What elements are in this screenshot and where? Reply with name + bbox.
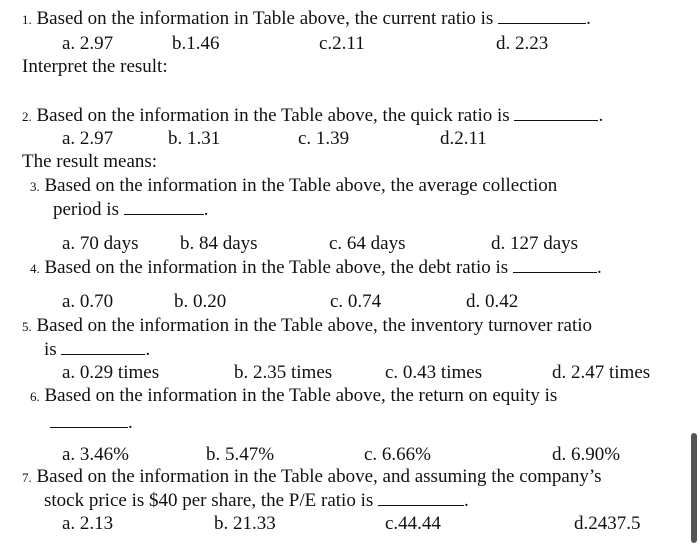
question-2-stem bbox=[22, 106, 603, 125]
option-b: b. 0.20 bbox=[174, 291, 227, 312]
punctuation: . bbox=[598, 105, 604, 126]
question-text: Based on the information in the Table above, the quick ratio is bbox=[36, 105, 510, 126]
question-1-followup: Interpret the result: bbox=[22, 56, 168, 77]
question-number: 3. bbox=[30, 179, 40, 194]
question-text: Based on the information in the Table above, the return on equity is bbox=[44, 385, 558, 406]
answer-blank bbox=[50, 413, 128, 428]
option-d: d. 2.23 bbox=[496, 33, 549, 54]
option-d: d. 2.47 times bbox=[552, 362, 651, 383]
option-c: c. 1.39 bbox=[298, 128, 350, 149]
punctuation: . bbox=[203, 199, 209, 220]
question-text: Based on the information in the Table above, and assuming the company’s bbox=[36, 466, 602, 487]
question-number: 5. bbox=[22, 319, 32, 334]
question-7-stem bbox=[22, 467, 602, 486]
option-c: c. 6.66% bbox=[364, 444, 432, 465]
option-a: a. 2.97 bbox=[62, 33, 114, 54]
option-a: a. 2.97 bbox=[62, 128, 114, 149]
question-text: period is bbox=[53, 199, 119, 220]
option-b: b. 21.33 bbox=[214, 513, 276, 534]
question-text: is bbox=[44, 339, 57, 360]
question-text: Based on the information in the Table above, the average collection bbox=[44, 175, 558, 196]
punctuation: . bbox=[586, 8, 591, 29]
question-text: Based on the information in Table above, the current ratio is bbox=[36, 8, 494, 29]
option-b: b. 5.47% bbox=[206, 444, 275, 465]
question-7-stem-cont bbox=[44, 491, 469, 510]
answer-blank bbox=[61, 340, 145, 355]
vertical-scrollbar[interactable] bbox=[691, 433, 697, 543]
question-2-followup: The result means: bbox=[22, 151, 158, 172]
answer-blank bbox=[513, 258, 597, 273]
question-3-stem bbox=[30, 176, 557, 195]
option-c: c. 0.74 bbox=[330, 291, 382, 312]
answer-blank bbox=[514, 106, 598, 121]
question-6-stem bbox=[30, 386, 557, 405]
option-c: c.44.44 bbox=[385, 513, 441, 534]
option-a: a. 0.29 times bbox=[62, 362, 160, 383]
question-number: 4. bbox=[30, 261, 40, 276]
option-d: d. 127 days bbox=[491, 233, 579, 254]
option-b: b.1.46 bbox=[172, 33, 220, 54]
option-a: a. 70 days bbox=[62, 233, 139, 254]
punctuation: . bbox=[145, 339, 151, 360]
question-number: 1. bbox=[22, 12, 32, 27]
option-a: a. 0.70 bbox=[62, 291, 114, 312]
question-number: 6. bbox=[30, 389, 40, 404]
question-6-stem-cont bbox=[50, 413, 133, 432]
option-c: c. 64 days bbox=[329, 233, 406, 254]
option-c: c. 0.43 times bbox=[385, 362, 483, 383]
option-b: b. 84 days bbox=[180, 233, 258, 254]
answer-blank bbox=[124, 200, 204, 215]
option-a: a. 3.46% bbox=[62, 444, 130, 465]
option-b: b. 2.35 times bbox=[234, 362, 333, 383]
option-d: d. 6.90% bbox=[552, 444, 621, 465]
question-number: 2. bbox=[22, 109, 32, 124]
answer-blank bbox=[498, 9, 586, 24]
question-text: Based on the information in the Table above, the inventory turnover ratio bbox=[36, 315, 592, 336]
option-d: d. 0.42 bbox=[466, 291, 519, 312]
question-1-stem bbox=[22, 9, 591, 28]
option-c: c.2.11 bbox=[319, 33, 365, 54]
option-d: d.2.11 bbox=[440, 128, 487, 149]
question-text: stock price is $40 per share, the P/E ratio is bbox=[44, 490, 374, 511]
option-a: a. 2.13 bbox=[62, 513, 114, 534]
option-b: b. 1.31 bbox=[168, 128, 221, 149]
question-3-stem-cont bbox=[53, 200, 208, 219]
answer-blank bbox=[378, 491, 464, 506]
punctuation: . bbox=[128, 412, 133, 433]
option-d: d.2437.5 bbox=[574, 513, 641, 534]
punctuation: . bbox=[464, 490, 469, 511]
question-text: Based on the information in the Table above, the debt ratio is bbox=[44, 257, 509, 278]
question-5-stem-cont bbox=[44, 340, 150, 359]
question-5-stem bbox=[22, 316, 592, 335]
punctuation: . bbox=[596, 257, 602, 278]
question-4-stem bbox=[30, 258, 602, 277]
question-number: 7. bbox=[22, 470, 32, 485]
